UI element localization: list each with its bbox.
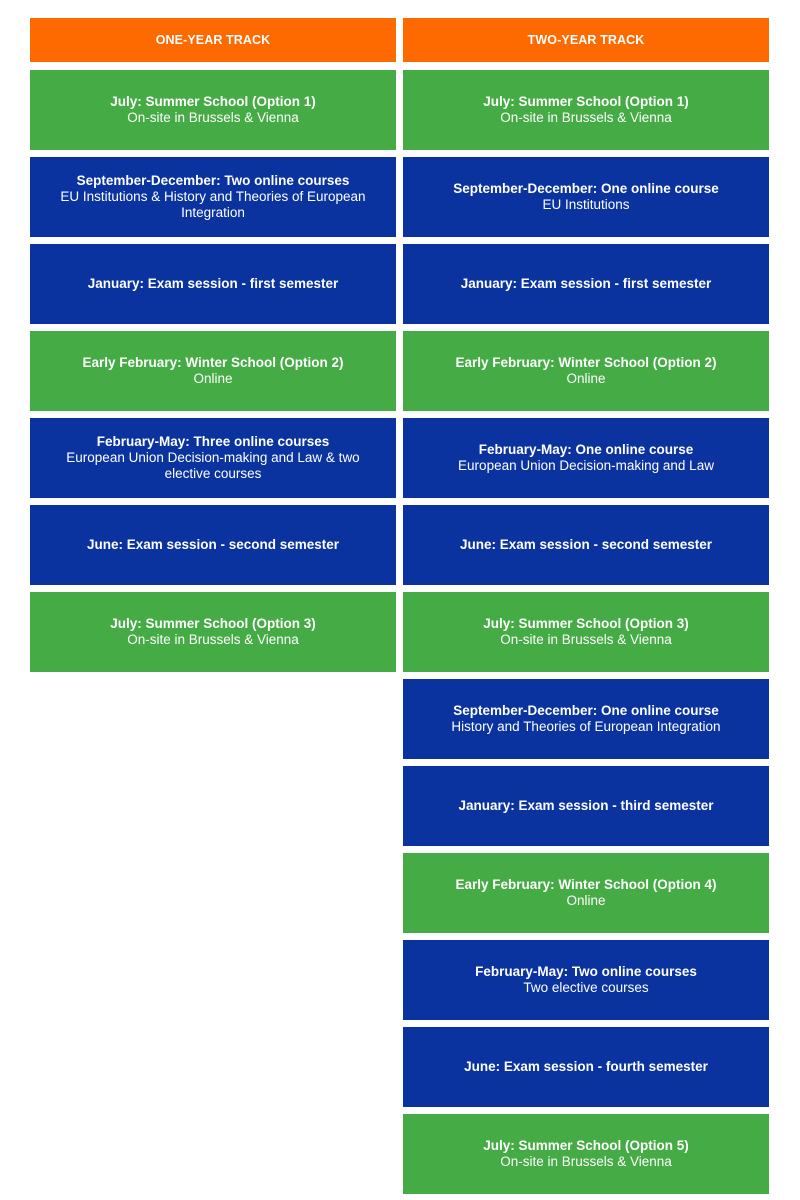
- step-title: June: Exam session - second semester: [459, 537, 713, 552]
- two-year-step-11: [403, 940, 769, 1020]
- two-year-track-column: [403, 18, 769, 1194]
- two-year-step-2: [403, 157, 769, 237]
- step-title: January: Exam session - first semester: [87, 276, 339, 291]
- step-detail: Online: [193, 371, 233, 386]
- step-title: January: Exam session - third semester: [458, 798, 714, 813]
- step-detail: On-site in Brussels & Vienna: [500, 1154, 672, 1169]
- step-title: Early February: Winter School (Option 4): [455, 877, 717, 892]
- step-detail: On-site in Brussels & Vienna: [500, 110, 672, 125]
- one-year-step-6: [30, 505, 396, 585]
- step-title: July: Summer School (Option 3): [110, 616, 316, 631]
- step-detail: On-site in Brussels & Vienna: [500, 632, 672, 647]
- step-title: July: Summer School (Option 1): [110, 94, 316, 109]
- step-title: June: Exam session - fourth semester: [464, 1059, 708, 1074]
- step-title: February-May: One online course: [478, 442, 694, 457]
- step-detail: On-site in Brussels & Vienna: [127, 632, 299, 647]
- step-title: Early February: Winter School (Option 2): [82, 355, 344, 370]
- one-year-step-3: [30, 244, 396, 324]
- step-title: Early February: Winter School (Option 2): [455, 355, 717, 370]
- one-year-track-column: [30, 18, 396, 672]
- two-year-step-9: [403, 766, 769, 846]
- step-title: January: Exam session - first semester: [460, 276, 712, 291]
- step-title: September-December: One online course: [453, 703, 719, 718]
- two-year-step-12: [403, 1027, 769, 1107]
- step-title: September-December: One online course: [453, 181, 719, 196]
- step-detail: On-site in Brussels & Vienna: [127, 110, 299, 125]
- two-year-step-6: [403, 505, 769, 585]
- one-year-step-2: [30, 157, 396, 237]
- step-title: July: Summer School (Option 5): [483, 1138, 689, 1153]
- two-year-step-7: [403, 592, 769, 672]
- one-year-track-header: ONE-YEAR TRACK: [30, 18, 396, 62]
- step-detail: EU Institutions & History and Theories of European Integration: [60, 189, 366, 220]
- two-year-step-10: [403, 853, 769, 933]
- one-year-step-1: [30, 70, 396, 150]
- step-detail: European Union Decision-making and Law & two elective courses: [66, 450, 360, 481]
- step-title: July: Summer School (Option 1): [483, 94, 689, 109]
- two-year-step-13: [403, 1114, 769, 1194]
- step-title: July: Summer School (Option 3): [483, 616, 689, 631]
- step-detail: Online: [566, 893, 606, 908]
- one-year-step-5: [30, 418, 396, 498]
- step-detail: European Union Decision-making and Law: [458, 458, 714, 473]
- one-year-step-7: [30, 592, 396, 672]
- step-title: June: Exam session - second semester: [86, 537, 340, 552]
- two-year-step-4: [403, 331, 769, 411]
- two-year-step-8: [403, 679, 769, 759]
- two-year-step-1: [403, 70, 769, 150]
- step-detail: History and Theories of European Integration: [451, 719, 721, 734]
- step-title: February-May: Three online courses: [96, 434, 330, 449]
- step-title: February-May: Two online courses: [475, 964, 697, 979]
- one-year-step-4: [30, 331, 396, 411]
- two-year-track-header: TWO-YEAR TRACK: [403, 18, 769, 62]
- two-year-step-5: [403, 418, 769, 498]
- two-year-step-3: [403, 244, 769, 324]
- step-detail: Two elective courses: [523, 980, 649, 995]
- step-title: September-December: Two online courses: [76, 173, 350, 188]
- step-detail: EU Institutions: [542, 197, 630, 212]
- step-detail: Online: [566, 371, 606, 386]
